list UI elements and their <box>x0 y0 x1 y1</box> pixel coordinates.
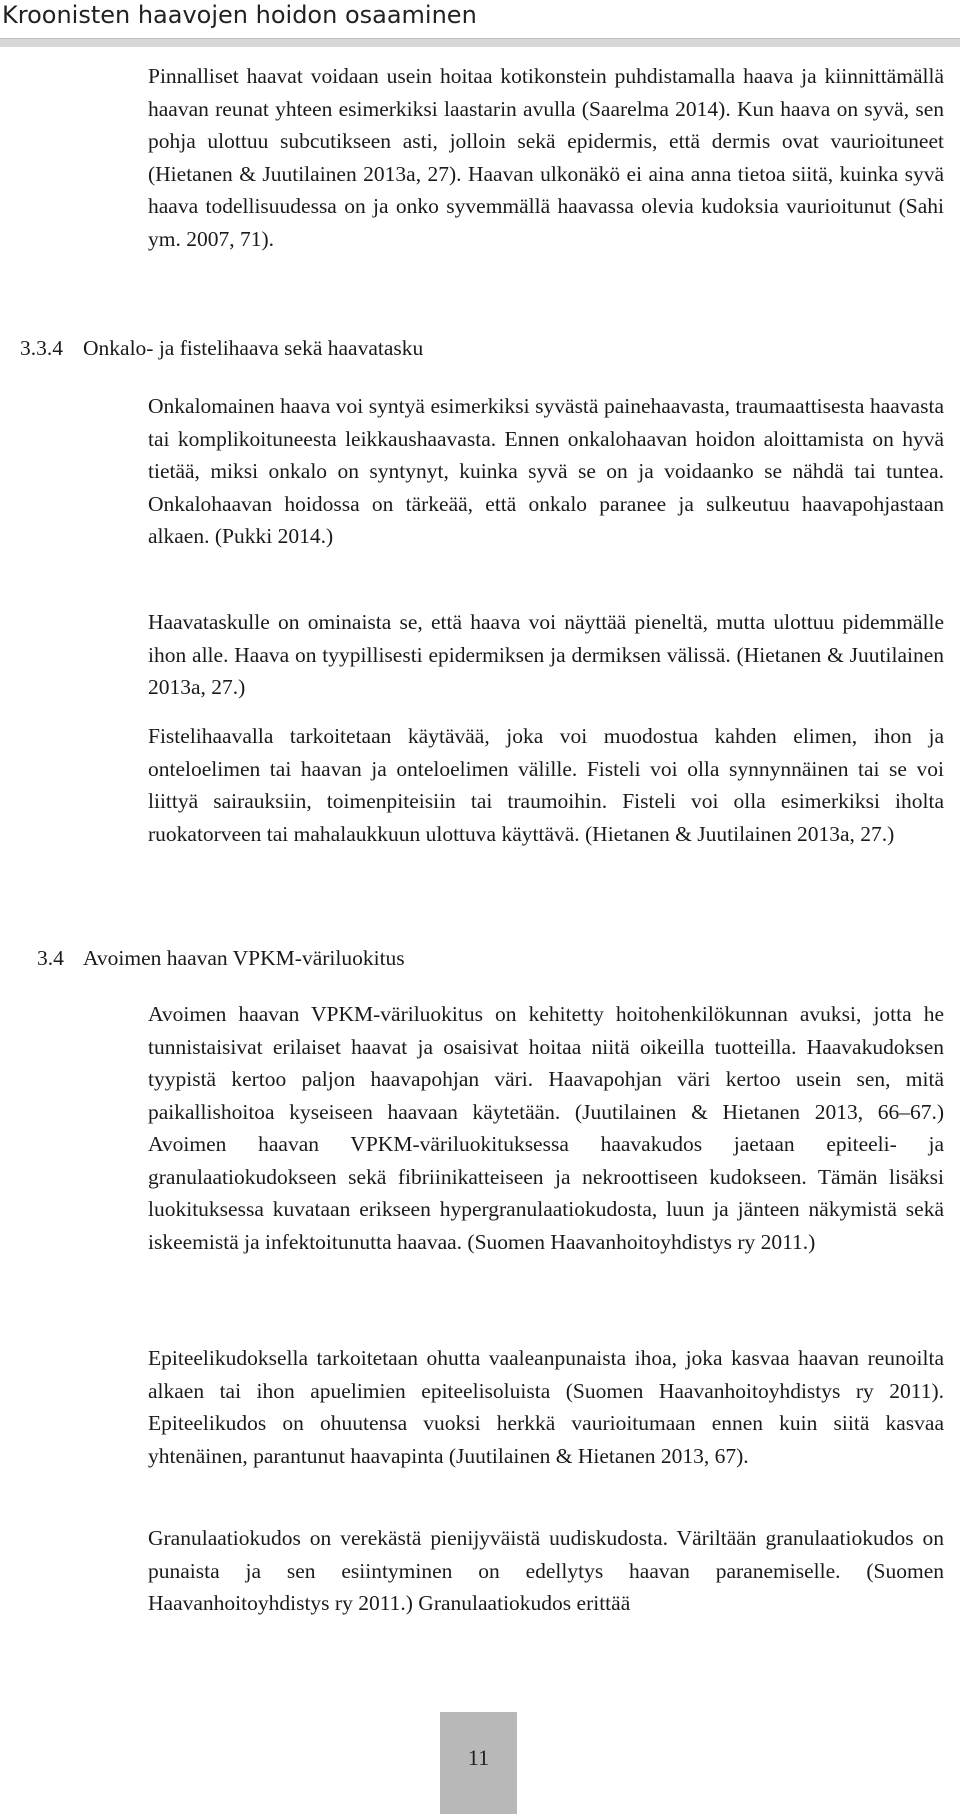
section-title: Avoimen haavan VPKM-väriluokitus <box>83 946 405 970</box>
page-number: 11 <box>467 1745 490 1770</box>
paragraph-superficial-wounds: Pinnalliset haavat voidaan usein hoitaa kotikonstein puhdistamalla haava ja kiinnittämällä haavan reunat yhteen esimerkiksi laastarin avulla (Saarelma 2014). Kun haava on syvä, sen pohja ulottuu subcutikseen asti, jolloin sekä epidermis, että dermis ovat vaurioituneet (Hietanen & Juutilainen 2013a, 27). Haavan ulkonäkö ei aina anna tietoa siitä, kuinka syvä haava todellisuudessa on ja onko syvemmällä haavassa olevia kudoksia vaurioitunut (Sahi ym. 2007, 71). <box>148 64 944 251</box>
document-title: Kroonisten haavojen hoidon osaaminen <box>2 1 477 29</box>
section-number: 3.4 <box>37 946 64 970</box>
paragraph-vpkm-classification: Avoimen haavan VPKM-väriluokitus on kehitetty hoitohenkilökunnan avuksi, jotta he tunnistaisivat erilaiset haavat ja osaisivat hoitaa niitä oikeilla tuotteilla. Haavakudoksen tyypistä kertoo paljon haavapohjan väri. Haavapohjan väri kertoo usein sen, mitä paikallishoitoa kyseiseen haavaan käytetään. (Juutilainen & Hietanen 2013, 66–67.) Avoimen haavan VPKM-väriluokituksessa haavakudos jaetaan epiteeli- ja granulaatiokudokseen sekä fibriinikatteiseen ja nekroottiseen kudokseen. Tämän lisäksi luokituksessa kuvataan erikseen hypergranulaatiokudosta, luun ja jänteen näkymistä sekä iskeemistä ja infektoitunutta haavaa. (Suomen Haavanhoitoyhdistys ry 2011.) <box>148 1002 944 1254</box>
paragraph-fistula: Fistelihaavalla tarkoitetaan käytävää, joka voi muodostua kahden elimen, ihon ja onteloelimen tai haavan ja onteloelimen välille. Fisteli voi olla synnynnäinen tai se voi liittyä sairauksiin, toimenpiteisiin tai traumoihin. Fisteli voi olla esimerkiksi iholta ruokatorveen tai mahalaukkuun ulottuva käyttävä. (Hietanen & Juutilainen 2013a, 27.) <box>148 724 944 846</box>
page-number-box <box>440 1712 517 1814</box>
paragraph-granulation-tissue: Granulaatiokudos on verekästä pienijyväistä uudiskudosta. Väriltään granulaatiokudos on punaista ja sen esiintyminen on edellytys haavan paranemiselle. (Suomen Haavanhoitoyhdistys ry 2011.) Granulaatiokudos erittää <box>148 1526 944 1615</box>
paragraph-wound-pocket: Haavataskulle on ominaista se, että haava voi näyttää pieneltä, mutta ulottuu pidemmälle ihon alle. Haava on tyypillisesti epidermiksen ja dermiksen välissä. (Hietanen & Juutilainen 2013a, 27.) <box>148 610 944 699</box>
header-divider <box>0 38 960 47</box>
paragraph-cavity-wound: Onkalomainen haava voi syntyä esimerkiksi syvästä painehaavasta, traumaattisesta haavasta tai komplikoituneesta leikkaushaavasta. Ennen onkalohaavan hoidon aloittamista on hyvä tietää, miksi onkalo on syntynyt, kuinka syvä se on ja voidaanko se nähdä tai tuntea. Onkalohaavan hoidossa on tärkeää, että onkalo paranee ja sulkeutuu haavapohjastaan alkaen. (Pukki 2014.) <box>148 394 944 548</box>
paragraph-epithelial-tissue: Epiteelikudoksella tarkoitetaan ohutta vaaleanpunaista ihoa, joka kasvaa haavan reunoilta alkaen tai ihon apuelimien epiteelisoluista (Suomen Haavanhoitoyhdistys ry 2011). Epiteelikudos on ohuutensa vuoksi herkkä vaurioitumaan ennen kuin siitä kasvaa yhtenäinen, parantunut haavapinta (Juutilainen & Hietanen 2013, 67). <box>148 1346 944 1468</box>
section-number: 3.3.4 <box>20 336 63 360</box>
section-title: Onkalo- ja fistelihaava sekä haavatasku <box>83 336 424 360</box>
